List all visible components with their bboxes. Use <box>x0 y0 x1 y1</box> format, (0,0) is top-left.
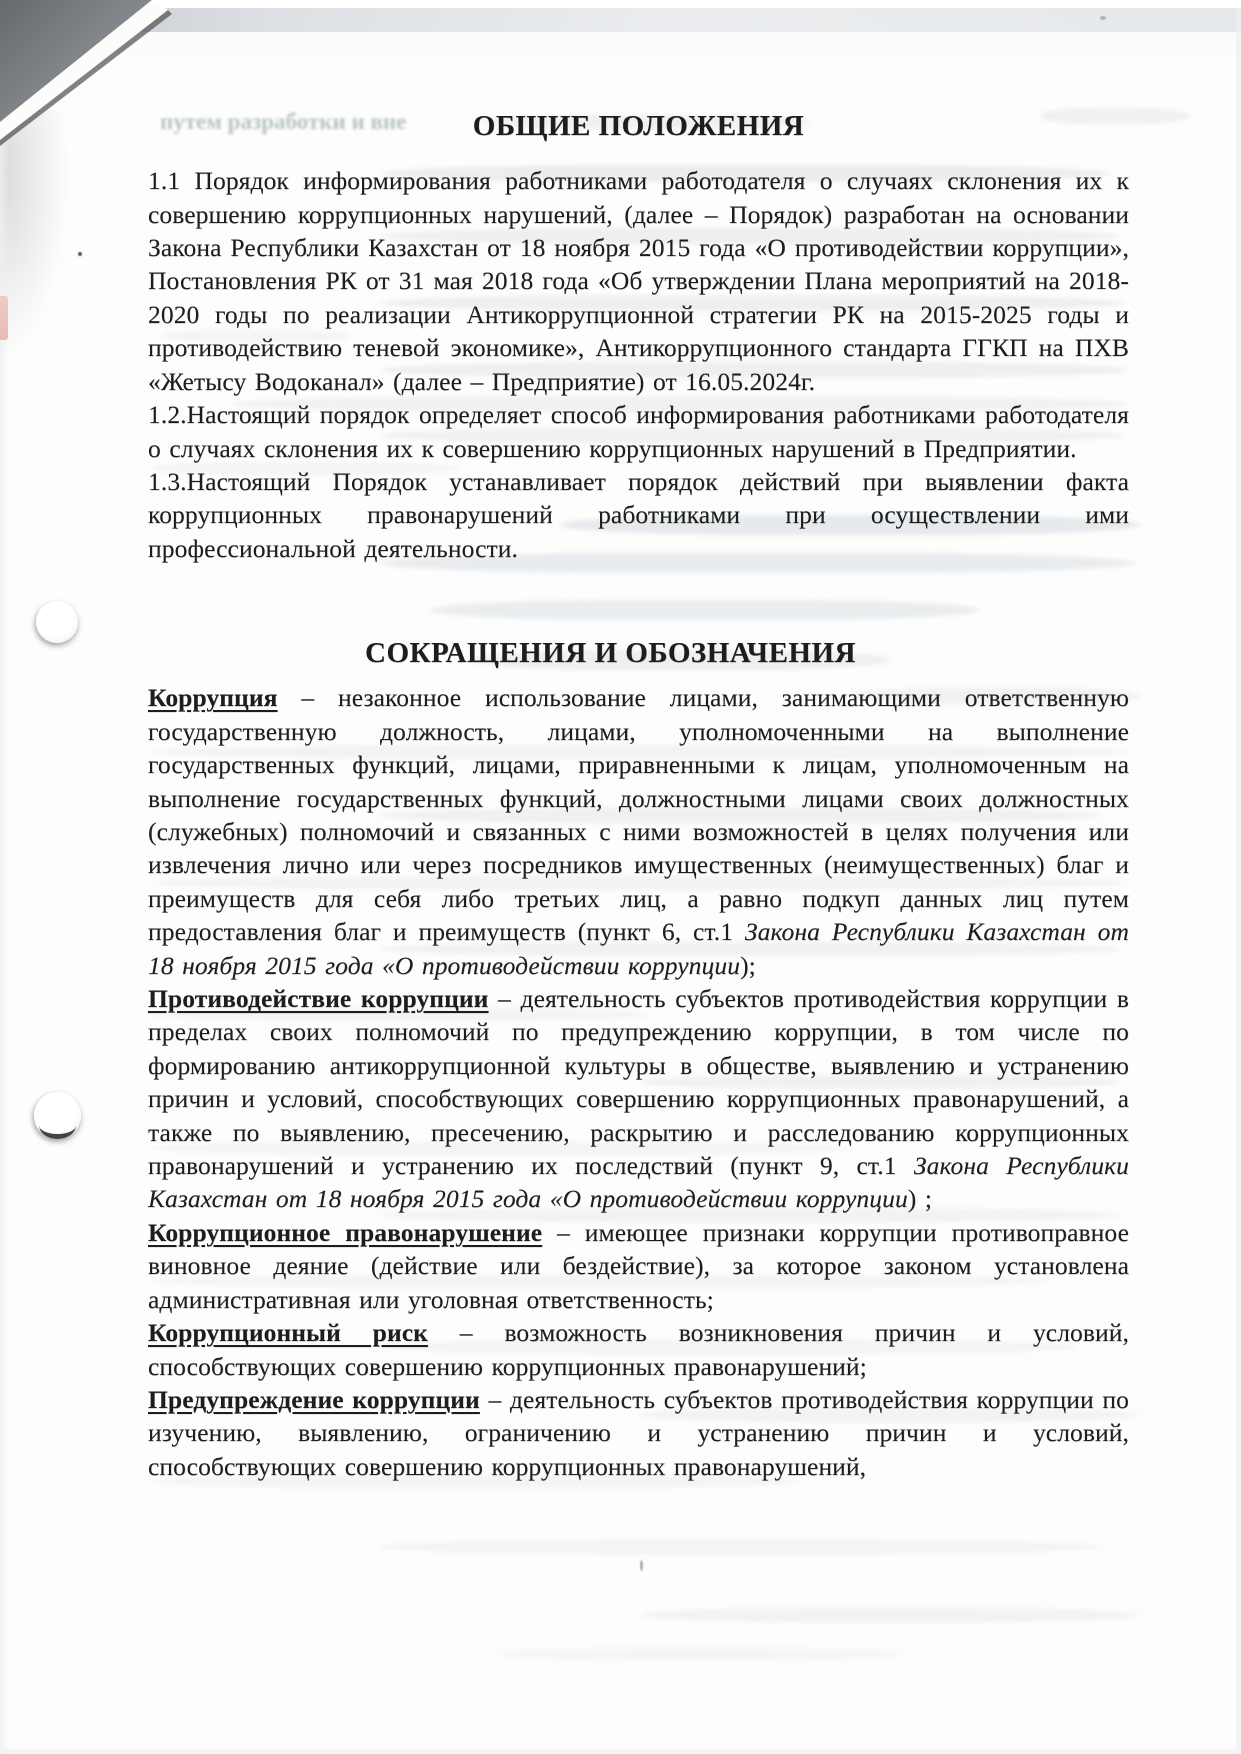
text-run: Закона Республики Казахстан от 18 ноября 2015 года «О противодействии коррупции <box>148 917 1129 980</box>
hole-punch-upper <box>36 601 78 643</box>
text-run: Закона Республики Казахстан от 18 ноября 2015 года «О противодействии коррупции <box>148 1151 1129 1214</box>
bleed-through-smudge <box>640 1608 1140 1622</box>
definition-term: Противодействие коррупции <box>148 984 489 1014</box>
section-title-general-provisions: ОБЩИЕ ПОЛОЖЕНИЯ <box>472 110 805 142</box>
paragraph-1-2 <box>148 398 1129 465</box>
text-run: 1.1 Порядок информирования работниками работодателя о случаях склонения их к совершению коррупционных нарушений, (далее – Порядок) разработан на основании Закона Республики Казахстан от 18 ноября 2015 года «О противодействии коррупции», Постановления РК от 31 мая 2018 года «Об утверждении Плана мероприятий на 2018-2020 годы по реализации Антикоррупционной стратегии РК на 2015-2025 годы и противодействию теневой экономике», Антикоррупционного стандарта ГГКП на ПХВ «Жетысу Водоканал» (далее – Предприятие) от 16.05.2024г. <box>148 166 1129 396</box>
text-run: ) ; <box>907 1184 933 1214</box>
ink-speck <box>1100 16 1106 20</box>
ink-speck <box>78 252 82 256</box>
section-title-abbreviations: СОКРАЩЕНИЯ И ОБОЗНАЧЕНИЯ <box>365 637 856 670</box>
text-run: – деятельность субъектов противодействия коррупции в пределах своих полномочий по предупреждению коррупции, в том числе по формированию антикоррупционной культуры в обществе, выявлению и устранению причин и условий, способствующих совершению коррупционных правонарушений, а также по выявлению, пресечению, раскрытию и расследованию коррупционных правонарушений и устранению их последствий (пункт 9, ст.1 <box>148 984 1129 1181</box>
paragraph-1-1 <box>148 164 1129 398</box>
bleed-through-fragment: путем разработки и вне <box>160 109 407 134</box>
definition-corruption <box>148 681 1129 982</box>
corner-fold-soft-shadow <box>0 110 70 360</box>
text-run: – деятельность субъектов противодействия коррупции по изучению, выявлению, ограничению и устранению причин и условий, способствующих совершению коррупционных правонарушений, <box>148 1384 1129 1481</box>
definition-corruption-risk <box>148 1316 1129 1383</box>
scanner-left-edge-strip <box>0 0 9 1754</box>
definition-corruption-offense <box>148 1216 1129 1316</box>
definition-term: Коррупционный риск <box>148 1318 428 1348</box>
bleed-through-smudge <box>380 1540 1100 1554</box>
scanner-top-edge-strip <box>0 8 1241 32</box>
definition-term: Коррупция <box>148 683 278 713</box>
scanner-top-white-edge <box>0 0 1241 8</box>
hole-punch-lower <box>34 1092 81 1139</box>
definition-term: Коррупционное правонарушение <box>148 1217 543 1247</box>
bleed-through-smudge <box>500 1648 900 1660</box>
text-run: – незаконное использование лицами, занимающими ответственную государственную должность, лицами, уполномоченными на выполнение государственных функций, лицами, приравненными к лицам, уполномоченным на выполнение государственных функций, должностными лицами своих должностных (служебных) полномочий и связанных с ними возможностей в целях получения или извлечения лично или через посредников имущественных (неимущественных) благ и преимуществ для себя либо третьих лиц, а равно подкуп данных лиц путем предоставления благ и преимуществ (пункт 6, ст.1 <box>148 683 1129 947</box>
text-run: – имеющее признаки коррупции противоправное виновное деяние (действие или бездействие), за которое законом установлена административная или уголовная ответственность; <box>148 1217 1130 1314</box>
document-body <box>148 108 1129 1483</box>
scanner-bottom-edge-strip <box>0 1749 1241 1754</box>
definition-counteraction <box>148 982 1129 1216</box>
definition-corruption-prevention <box>148 1383 1129 1483</box>
text-run: 1.2.Настоящий порядок определяет способ информирования работниками работодателя о случаях склонения их к совершению коррупционных нарушений в Предприятии. <box>148 400 1129 463</box>
scanner-right-edge-strip <box>1236 0 1241 1754</box>
left-edge-pink-mark <box>0 296 8 340</box>
text-run: 1.3.Настоящий Порядок устанавливает порядок действий при выявлении факта коррупционных правонарушений работниками при осуществлении ими профессиональной деятельности. <box>148 466 1129 563</box>
definition-term: Предупреждение коррупции <box>148 1384 480 1414</box>
text-run: – возможность возникновения причин и условий, способствующих совершению коррупционных правонарушений; <box>148 1318 1129 1381</box>
paragraph-1-3 <box>148 465 1129 565</box>
ink-speck <box>640 1560 643 1571</box>
text-run: ); <box>740 950 756 980</box>
